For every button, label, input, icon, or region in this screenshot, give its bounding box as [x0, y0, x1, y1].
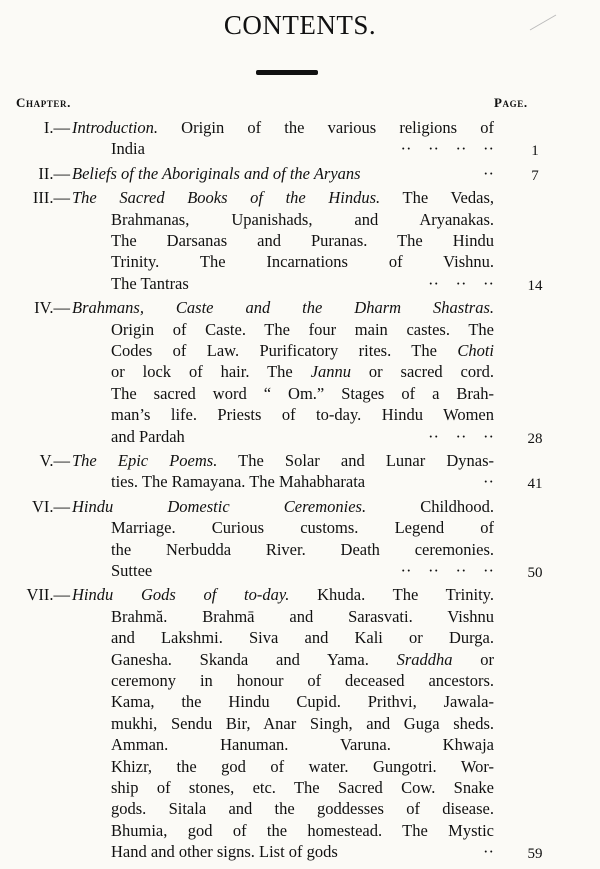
chapter-line: Hindu Domestic Ceremonies. Childhood.: [72, 496, 494, 516]
chapter-line: Hindu Gods of to-day. Khuda. The Trinity.: [72, 585, 494, 605]
chapter-line: Trinity. The Incarnations of Vishnu.: [111, 252, 494, 272]
chapter-line: Brahmanas, Upanishads, and Aryanakas.: [111, 209, 494, 229]
chapter-line: and Lakshmi. Siva and Kali or Durga.: [111, 628, 494, 648]
chapter-title: The Sacred Books of the Hindus.: [72, 188, 381, 208]
chapter-line: Kama, the Hindu Cupid. Prithvi, Jawala-: [111, 692, 494, 712]
chapter-title: Brahmans, Caste and the Dharm Shastras.: [72, 298, 494, 318]
dot-leader: ··: [483, 472, 494, 492]
dot-leader: ·· ·· ·· ··: [400, 561, 494, 580]
dot-leader: ··: [483, 163, 494, 183]
chapter-title: The Epic Poems.: [72, 451, 218, 470]
page-number: 59: [527, 846, 543, 863]
chapter-numeral: V.—: [39, 451, 70, 470]
chapter-line: Introduction. Origin of the various religions of: [72, 118, 494, 137]
dot-leader: ·· ·· ·· ··: [400, 139, 494, 159]
chapter-line: [72, 297, 494, 318]
chapter-line: gods. Sitala and the goddesses of disease.: [111, 799, 494, 819]
chapter-line: Khizr, the god of water. Gungotri. Wor-: [111, 756, 494, 776]
chapter-line: Bhumia, god of the homestead. The Mystic: [111, 820, 494, 840]
page-number: 14: [527, 277, 543, 294]
chapter-line: Marriage. Curious customs. Legend of: [111, 518, 494, 538]
chapter-line: ties. The Ramayana. The Mahabharata ··: [111, 472, 494, 492]
chapter-numeral: VI.—: [31, 496, 70, 516]
chapter-column-header: Chapter.: [16, 95, 71, 110]
chapter-numeral: VII.—: [26, 585, 70, 605]
chapter-line: Brahmă. Brahmā and Sarasvati. Vishnu: [111, 606, 494, 626]
page-column-header: Page.: [494, 95, 528, 110]
page-number: 7: [531, 167, 539, 184]
dot-leader: ··: [483, 842, 494, 862]
chapter-numeral: II.—: [38, 163, 70, 183]
chapter-title: Hindu Gods of to-day.: [72, 585, 290, 605]
chapter-line: [72, 163, 494, 184]
chapter-title: Introduction.: [72, 118, 159, 137]
chapter-line: ceremony in honour of deceased ancestors.: [111, 671, 494, 690]
chapter-line: or lock of hair. The Jannu or sacred cord.: [111, 362, 494, 382]
chapter-line: Codes of Law. Purificatory rites. The Choti: [111, 341, 494, 360]
chapter-line: Suttee ·· ·· ·· ··: [111, 561, 494, 580]
chapter-line: ship of stones, etc. The Sacred Cow. Snake: [111, 778, 494, 797]
chapter-numeral: III.—: [32, 188, 70, 208]
chapter-numeral: I.—: [43, 118, 70, 137]
chapter-line: India ·· ·· ·· ··: [111, 139, 494, 159]
chapter-line: Origin of Caste. The four main castes. The: [111, 319, 494, 339]
chapter-line: mukhi, Sendu Bir, Anar Singh, and Guga sheds.: [111, 713, 494, 733]
chapter-line: Hand and other signs. List of gods ··: [111, 842, 494, 862]
page-number: 41: [527, 476, 543, 493]
chapter-line: Ganesha. Skanda and Yama. Sraddha or: [111, 649, 494, 669]
chapter-line: The Epic Poems. The Solar and Lunar Dynas-: [72, 451, 494, 470]
title-rule: [256, 70, 318, 75]
chapter-title: Hindu Domestic Ceremonies.: [72, 496, 367, 516]
page-number: 28: [527, 430, 543, 447]
chapter-line: man’s life. Priests of to-day. Hindu Women: [111, 405, 494, 425]
chapter-line: Amman. Hanuman. Varuna. Khwaja: [111, 735, 494, 755]
chapter-line: The Tantras ·· ·· ··: [111, 273, 494, 293]
page-title: CONTENTS.: [223, 10, 377, 40]
chapter-numeral: IV.—: [34, 298, 70, 318]
page-number: 1: [531, 143, 539, 160]
chapter-line: The sacred word “ Om.” Stages of a Brah-: [111, 383, 494, 403]
chapter-line: The Darsanas and Puranas. The Hindu: [111, 231, 494, 250]
dot-leader: ·· ·· ··: [428, 273, 494, 293]
chapter-line: The Sacred Books of the Hindus. The Vedas,: [72, 188, 494, 208]
page-number: 50: [527, 565, 543, 581]
chapter-title: Beliefs of the Aboriginals and of the Aryans: [72, 163, 361, 183]
chapter-line: and Pardah ·· ·· ··: [111, 426, 494, 446]
dot-leader: ·· ·· ··: [428, 426, 494, 446]
chapter-line: the Nerbudda River. Death ceremonies.: [111, 539, 494, 559]
